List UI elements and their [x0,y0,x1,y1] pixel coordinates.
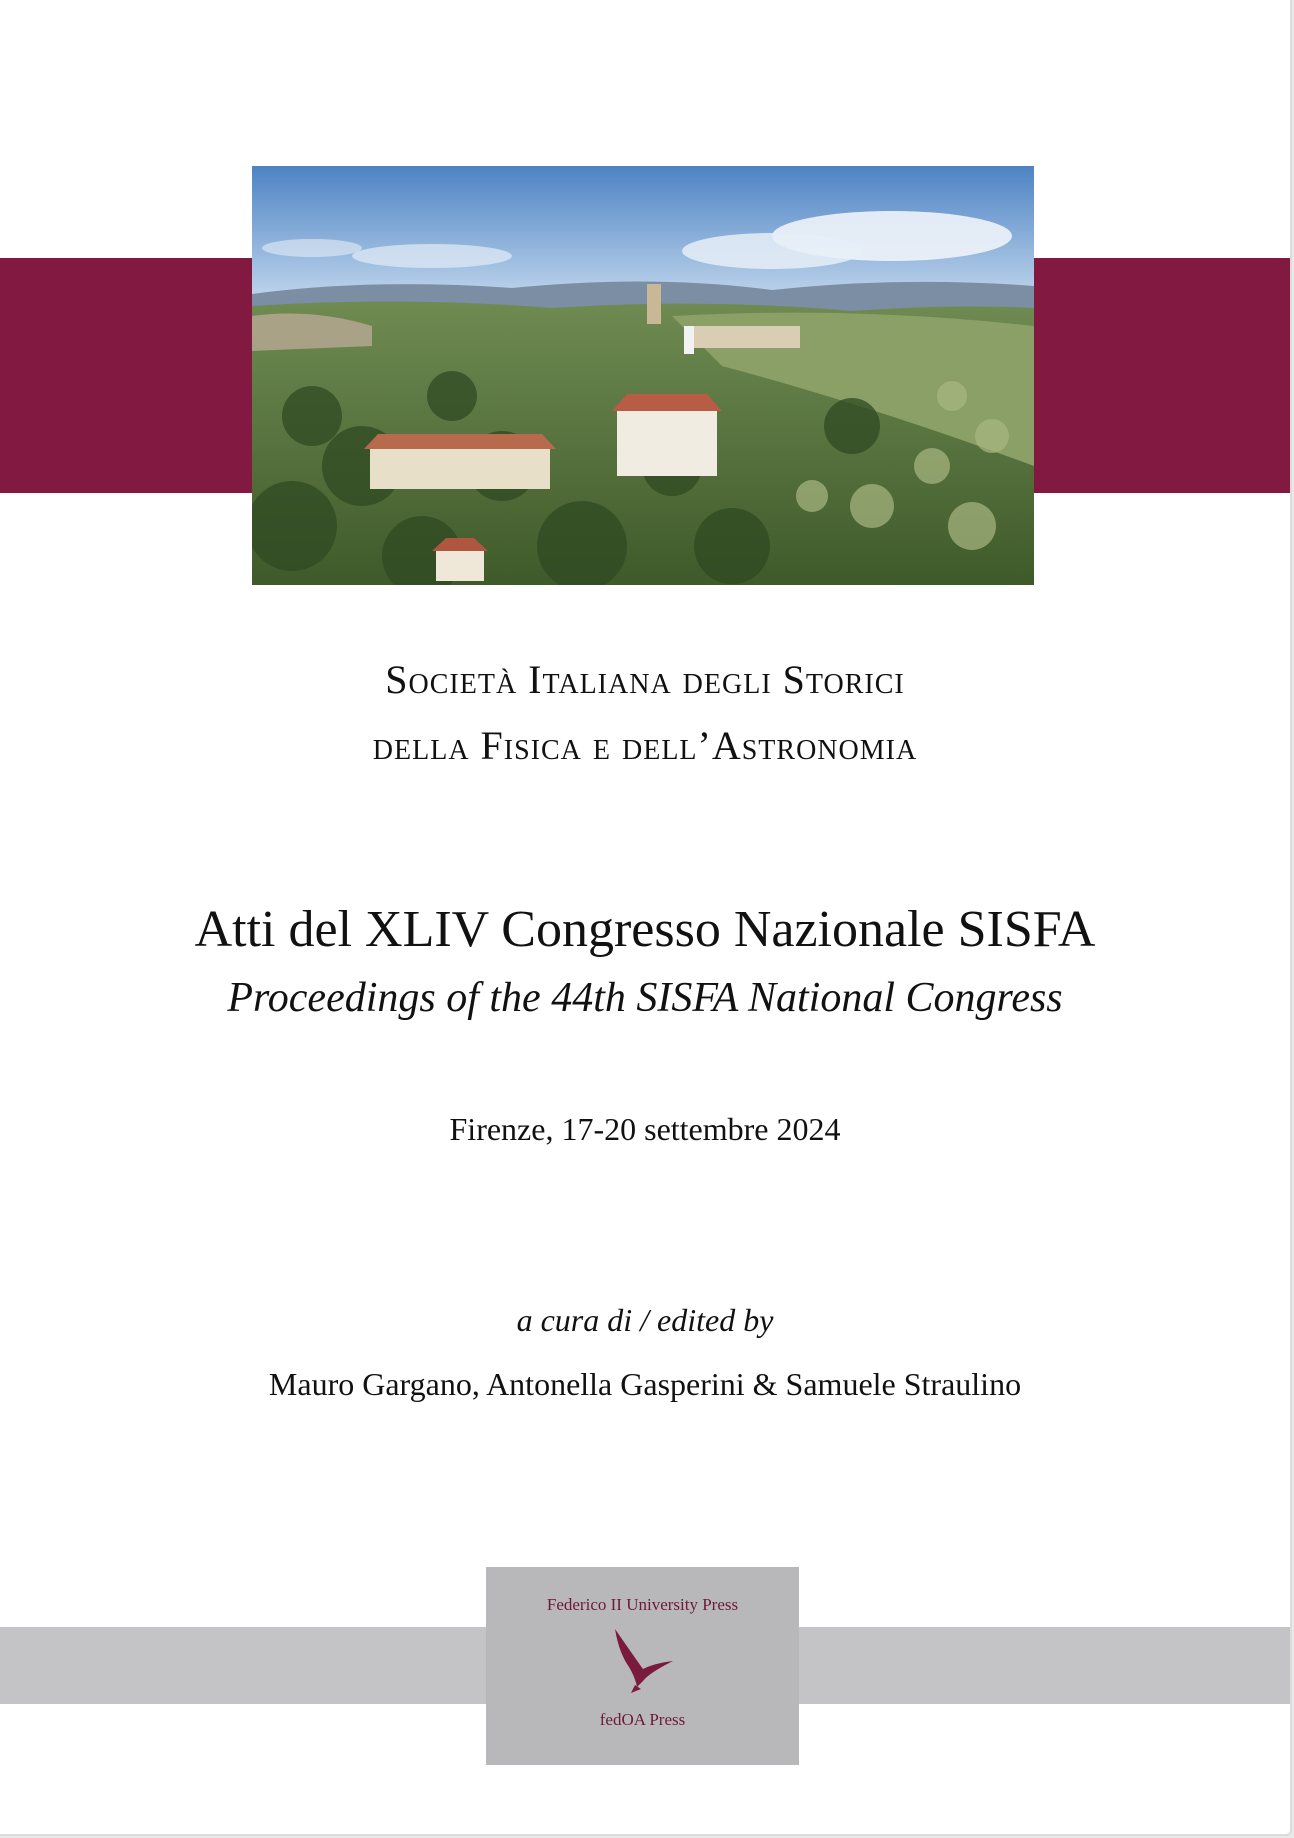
cover-photo [252,166,1034,585]
publisher-name: Federico II University Press [546,1595,739,1614]
publisher-box [486,1567,799,1765]
page-subtitle: Proceedings of the 44th SISFA National Congress [227,975,1063,1021]
publisher-imprint: fedOA Press [599,1710,686,1729]
editors-list: Mauro Gargano, Antonella Gasperini & Samuele Straulino [268,1366,1022,1402]
page-title: Atti del XLIV Congresso Nazionale SISFA [194,901,1096,958]
bird-logo-icon [607,1627,677,1702]
society-name-line2: della Fisica e dell’Astronomia [372,723,918,768]
society-name-line1: Società Italiana degli Storici [385,657,905,702]
edited-by-label: a cura di / edited by [516,1302,774,1338]
place-date: Firenze, 17-20 settembre 2024 [449,1111,841,1147]
